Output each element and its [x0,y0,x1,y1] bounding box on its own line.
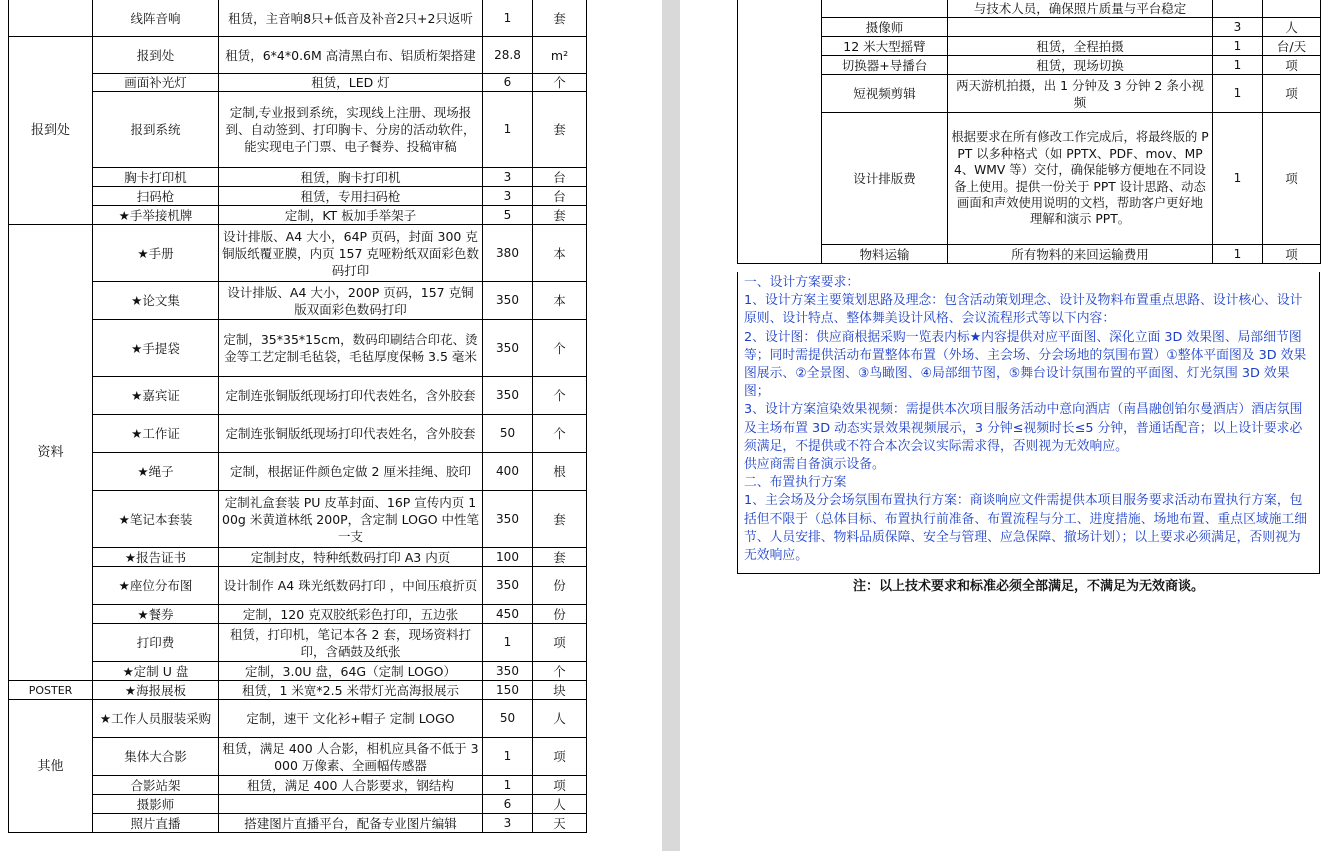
item-cell: 报到系统 [93,92,219,168]
unit-cell: 份 [533,567,587,605]
item-cell: 扫码枪 [93,187,219,206]
unit-cell [1263,0,1321,18]
spec-cell: 租赁，6*4*0.6M 高清黑白布、铝质桁架搭建 [219,37,483,74]
spec-cell: 定制连张铜版纸现场打印代表姓名，含外胶套 [219,377,483,415]
unit-cell: 台/天 [1263,37,1321,56]
spec-cell: 设计排版、A4 大小，64P 页码，封面 300 克铜版纸覆亚膜，内页 157 克哑粉纸双面彩色数码打印 [219,225,483,282]
unit-cell: 套 [533,206,587,225]
item-cell: 照片直播 [93,814,219,833]
table-row [9,377,587,415]
item-cell: 合影站架 [93,776,219,795]
spec-cell: 租赁，打印机，笔记本各 2 套，现场资料打印，含硒鼓及纸张 [219,624,483,662]
unit-cell: 台 [533,187,587,206]
table-row [738,245,1321,264]
item-cell [822,0,948,18]
unit-cell: 项 [1263,245,1321,264]
unit-cell: 本 [533,225,587,282]
procurement-table-right [737,0,1321,264]
requirement-heading: 一、设计方案要求： [744,275,860,290]
qty-cell: 6 [483,74,533,92]
table-row [9,453,587,491]
table-row [9,605,587,624]
table-row [9,225,587,282]
item-cell: 线阵音响 [93,0,219,37]
table-row [9,320,587,377]
table-row [9,74,587,92]
item-cell: ★工作证 [93,415,219,453]
qty-cell: 1 [1213,245,1263,264]
footnote: 注：以上技术要求和标准必须全部满足，不满足为无效商谈。 [852,579,1204,594]
table-row [738,75,1321,113]
unit-cell: 本 [533,282,587,320]
item-cell: 设计排版费 [822,113,948,245]
qty-cell: 150 [483,681,533,700]
qty-cell: 5 [483,206,533,225]
qty-cell: 100 [483,548,533,567]
qty-cell: 1 [1213,75,1263,113]
unit-cell: 个 [533,377,587,415]
unit-cell: 块 [533,681,587,700]
unit-cell: 个 [533,415,587,453]
unit-cell: 项 [1263,75,1321,113]
item-cell: ★笔记本套装 [93,491,219,548]
spec-cell: 定制，根据证件颜色定做 2 厘米挂绳、胶印 [219,453,483,491]
spec-cell: 定制礼盒套装 PU 皮革封面、16P 宣传内页 100g 米黄道林纸 200P，含定制 LOGO 中性笔一支 [219,491,483,548]
unit-cell: 项 [533,776,587,795]
spec-cell [219,795,483,814]
item-cell: ★定制 U 盘 [93,662,219,681]
spec-cell [948,18,1213,37]
unit-cell: 套 [533,0,587,37]
spec-cell: 定制，120 克双胶纸彩色打印，五边张 [219,605,483,624]
qty-cell: 1 [1213,56,1263,75]
item-cell: 短视频剪辑 [822,75,948,113]
spec-cell: 设计排版、A4 大小，200P 页码，157 克铜版双面彩色数码打印 [219,282,483,320]
qty-cell: 350 [483,662,533,681]
table-row [9,206,587,225]
spec-cell: 租赁，满足 400 人合影，相机应具备不低于 3000 万像素、全画幅传感器 [219,738,483,776]
item-cell: 切换器+导播台 [822,56,948,75]
spec-cell: 租赁，主音响8只+低音及补音2只+2只返听 [219,0,483,37]
item-cell: ★嘉宾证 [93,377,219,415]
item-cell: 物料运输 [822,245,948,264]
spec-cell: 所有物料的来回运输费用 [948,245,1213,264]
table-row [9,795,587,814]
table-row [738,113,1321,245]
table-row [9,738,587,776]
unit-cell: 人 [533,795,587,814]
category-cell [738,0,822,264]
unit-cell: 套 [533,92,587,168]
table-row [9,548,587,567]
qty-cell [1213,0,1263,18]
qty-cell: 50 [483,415,533,453]
qty-cell: 3 [483,814,533,833]
item-cell: 摄影师 [93,795,219,814]
unit-cell: 份 [533,605,587,624]
spec-cell: 定制连张铜版纸现场打印代表姓名，含外胶套 [219,415,483,453]
item-cell: ★手册 [93,225,219,282]
unit-cell: 项 [1263,113,1321,245]
requirement-paragraph: 3、设计方案渲染效果视频：需提供本次项目服务活动中意向酒店（南昌融创铂尔曼酒店）酒店氛围及主场布置 3D 动态实景效果视频展示，3 分钟≤视频时长≤5 分钟，普通话配音；以上设计要求必须满足，不提供或不符合本次会议实际需求得，否则视为无效响应。 [744,402,1303,454]
table-row [738,56,1321,75]
table-row [738,37,1321,56]
spec-cell: 定制封皮，特种纸数码打印 A3 内页 [219,548,483,567]
design-requirements-box [737,272,1320,574]
unit-cell: 天 [533,814,587,833]
unit-cell: m² [533,37,587,74]
qty-cell: 450 [483,605,533,624]
table-row [9,0,587,37]
table-row [9,282,587,320]
qty-cell: 1 [483,92,533,168]
qty-cell: 350 [483,491,533,548]
qty-cell: 350 [483,320,533,377]
unit-cell: 根 [533,453,587,491]
spec-cell: 租赁，1 米宽*2.5 米带灯光高海报展示 [219,681,483,700]
spec-cell: 租赁，专用扫码枪 [219,187,483,206]
qty-cell: 1 [1213,113,1263,245]
qty-cell: 28.8 [483,37,533,74]
spec-cell: 租赁，满足 400 人合影要求，钢结构 [219,776,483,795]
requirement-paragraph: 2、设计图：供应商根据采购一览表内标★内容提供对应平面图、深化立面 3D 效果图、局部细节图等；同时需提供活动布置整体布置（外场、主会场、分会场地的氛围布置）①整体平面图及 3D 效果图展示、②全景图、③鸟瞰图、④局部细节图，⑤舞台设计氛围布置的平面图、灯光氛围 3D 效果图； [744,329,1307,400]
qty-cell: 1 [483,738,533,776]
unit-cell: 套 [533,491,587,548]
qty-cell: 50 [483,700,533,738]
item-cell: ★工作人员服装采购 [93,700,219,738]
item-cell: 集体大合影 [93,738,219,776]
table-row [9,700,587,738]
spec-cell: 租赁，全程拍摄 [948,37,1213,56]
qty-cell: 1 [483,776,533,795]
qty-cell: 3 [483,187,533,206]
item-cell: ★座位分布图 [93,567,219,605]
table-row [738,0,1321,18]
item-cell: 12 米大型摇臂 [822,37,948,56]
table-row [9,681,587,700]
unit-cell: 个 [533,662,587,681]
item-cell: ★手举接机牌 [93,206,219,225]
spec-cell: 与技术人员，确保照片质量与平台稳定 [948,0,1213,18]
table-row [9,491,587,548]
spec-cell: 租赁，LED 灯 [219,74,483,92]
table-row [9,92,587,168]
unit-cell: 项 [1263,56,1321,75]
unit-cell: 套 [533,548,587,567]
unit-cell: 人 [533,700,587,738]
requirement-heading: 二、布置执行方案 [744,475,847,491]
unit-cell: 人 [1263,18,1321,37]
qty-cell: 400 [483,453,533,491]
spec-cell: 定制，速干 文化衫+帽子 定制 LOGO [219,700,483,738]
requirement-paragraph: 供应商需自备演示设备。 [744,457,885,473]
table-row [9,168,587,187]
category-cell: 报到处 [9,37,93,225]
procurement-table-left [8,0,587,833]
category-cell [9,0,93,37]
spec-cell: 租赁，胸卡打印机 [219,168,483,187]
table-row [9,415,587,453]
qty-cell: 350 [483,567,533,605]
qty-cell: 1 [483,624,533,662]
item-cell: ★手提袋 [93,320,219,377]
spec-cell: 定制,专业报到系统，实现线上注册、现场报到、自动签到、打印胸卡、分房的活动软件，能实现电子门票、电子餐券、投稿审稿 [219,92,483,168]
qty-cell: 350 [483,377,533,415]
qty-cell: 380 [483,225,533,282]
table-row [9,776,587,795]
spec-cell: 定制，3.0U 盘，64G（定制 LOGO） [219,662,483,681]
category-cell: POSTER [9,681,93,700]
qty-cell: 3 [1213,18,1263,37]
item-cell: 画面补光灯 [93,74,219,92]
table-row [9,37,587,74]
requirement-paragraph: 1、设计方案主要策划思路及理念：包含活动策划理念、设计及物料布置重点思路、设计核心、设计原则、设计特点、整体舞美设计风格、会议流程形式等以下内容： [744,293,1303,327]
item-cell: ★餐券 [93,605,219,624]
item-cell: ★论文集 [93,282,219,320]
spec-cell: 定制，35*35*15cm，数码印刷结合印花、烫金等工艺定制毛毡袋，毛毡厚度保畅 3.5 毫米 [219,320,483,377]
table-row [9,814,587,833]
spec-cell: 设计制作 A4 珠光纸数码打印 ，中间压痕折页 [219,567,483,605]
unit-cell: 项 [533,738,587,776]
unit-cell: 项 [533,624,587,662]
spec-cell: 定制，KT 板加手举架子 [219,206,483,225]
spec-cell: 根据要求在所有修改工作完成后，将最终版的 PPT 以多种格式（如 PPTX、PDF、mov、MP4、WMV 等）交付，确保能够方便地在不同设备上使用。提供一份关于 PPT 设计思路、动态画面和声效使用说明的文档，帮助客户更好地理解和演示 PPT。 [948,113,1213,245]
item-cell: 报到处 [93,37,219,74]
table-row [9,187,587,206]
item-cell: 胸卡打印机 [93,168,219,187]
spec-cell: 两天游机拍摄，出 1 分钟及 3 分钟 2 条小视频 [948,75,1213,113]
spec-cell: 租赁，现场切换 [948,56,1213,75]
table-row [9,624,587,662]
spec-cell: 搭建图片直播平台，配备专业图片编辑 [219,814,483,833]
qty-cell: 1 [483,0,533,37]
unit-cell: 个 [533,320,587,377]
qty-cell: 350 [483,282,533,320]
page-gutter [662,0,680,851]
requirement-paragraph: 1、主会场及分会场氛围布置执行方案：商谈响应文件需提供本项目服务要求活动布置执行方案，包括但不限于（总体目标、布置执行前准备、布置流程与分工、进度措施、场地布置、重点区域施工细节、人员安排、物料品质保障、安全与管理、应急保障、撤场计划）；以上要求必须满足，否则视为无效响应。 [744,493,1308,564]
item-cell: ★绳子 [93,453,219,491]
item-cell: 摄像师 [822,18,948,37]
qty-cell: 1 [1213,37,1263,56]
item-cell: 打印费 [93,624,219,662]
unit-cell: 个 [533,74,587,92]
qty-cell: 3 [483,168,533,187]
category-cell: 其他 [9,700,93,833]
item-cell: ★报告证书 [93,548,219,567]
item-cell: ★海报展板 [93,681,219,700]
unit-cell: 台 [533,168,587,187]
table-row [738,18,1321,37]
table-row [9,567,587,605]
category-cell: 资料 [9,225,93,681]
table-row [9,662,587,681]
qty-cell: 6 [483,795,533,814]
